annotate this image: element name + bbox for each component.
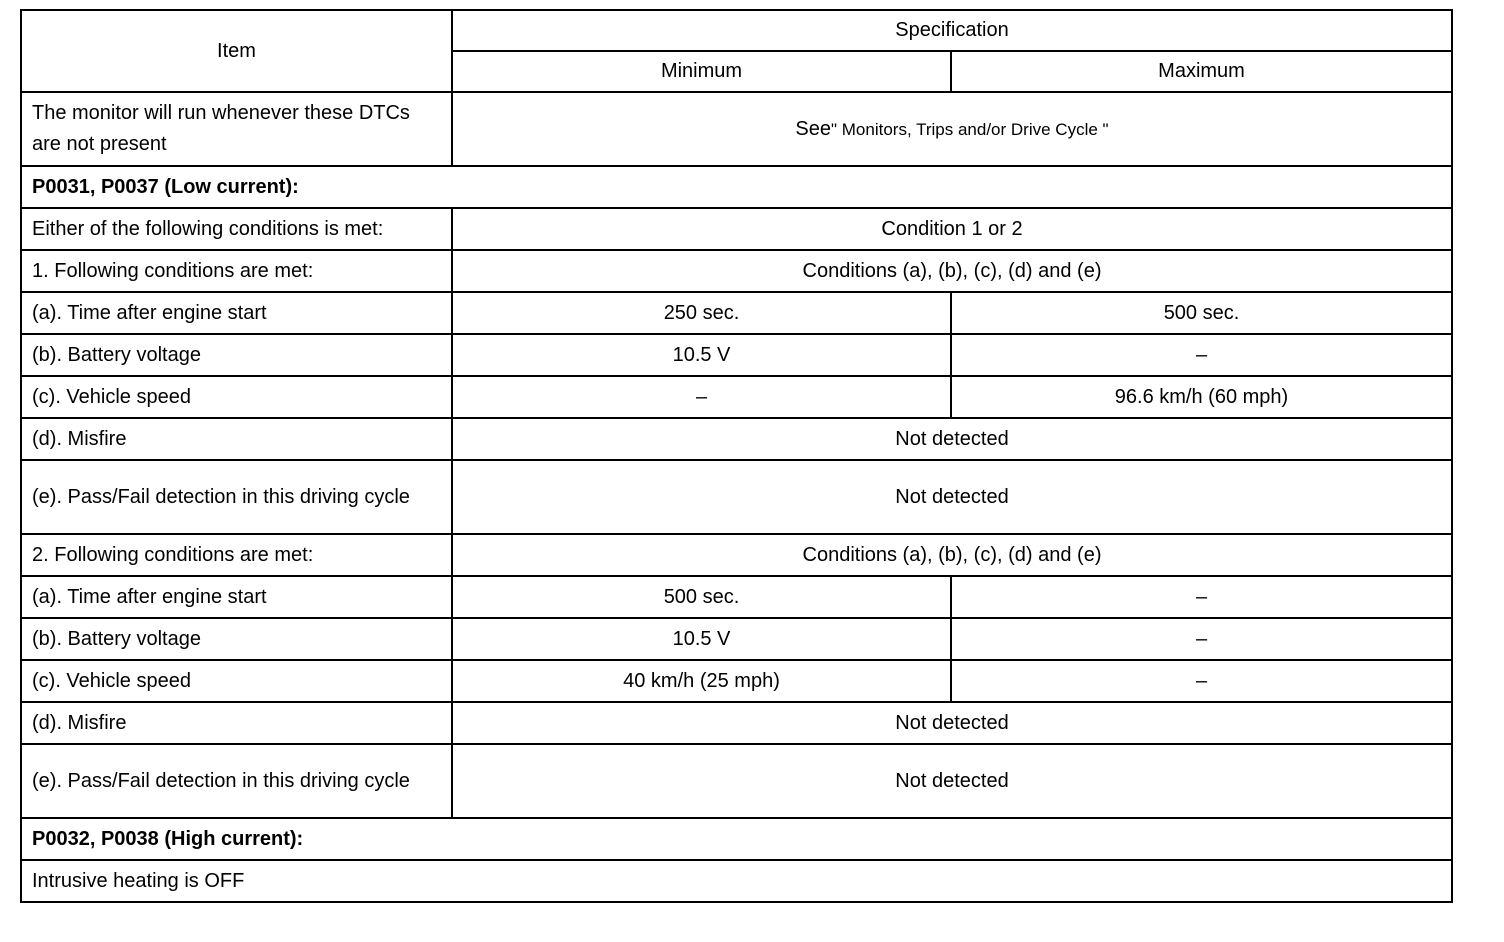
item-cell: (e). Pass/Fail detection in this driving cycle [21, 460, 452, 534]
specification-table [20, 9, 1453, 903]
table-row [21, 376, 1452, 418]
min-cell: 10.5 V [452, 618, 951, 660]
item-cell: (d). Misfire [21, 702, 452, 744]
table-row [21, 92, 1452, 166]
minimum-header: Minimum [452, 51, 951, 92]
value-cell: Not detected [452, 460, 1452, 534]
section-title: P0032, P0038 (High current): [21, 818, 1452, 860]
value-cell: Conditions (a), (b), (c), (d) and (e) [452, 534, 1452, 576]
specification-header: Specification [452, 10, 1452, 51]
table-row [21, 292, 1452, 334]
item-cell: (b). Battery voltage [21, 618, 452, 660]
max-cell: – [951, 576, 1452, 618]
see-prefix: See [795, 117, 832, 140]
table-row [21, 744, 1452, 818]
monitor-see-cell [452, 92, 1452, 166]
table-row [21, 460, 1452, 534]
item-cell: (a). Time after engine start [21, 292, 452, 334]
max-cell: – [951, 334, 1452, 376]
min-cell: 40 km/h (25 mph) [452, 660, 951, 702]
table-row [21, 860, 1452, 902]
item-cell: (b). Battery voltage [21, 334, 452, 376]
min-cell: 10.5 V [452, 334, 951, 376]
item-cell: (c). Vehicle speed [21, 376, 452, 418]
item-cell: (a). Time after engine start [21, 576, 452, 618]
table-row [21, 334, 1452, 376]
see-reference-link[interactable]: " Monitors, Trips and/or Drive Cycle " [831, 119, 1109, 139]
max-cell: – [951, 660, 1452, 702]
value-cell: Not detected [452, 744, 1452, 818]
item-cell: (c). Vehicle speed [21, 660, 452, 702]
table-row [21, 576, 1452, 618]
table-row [21, 250, 1452, 292]
value-cell: Condition 1 or 2 [452, 208, 1452, 250]
section-row-low-current [21, 166, 1452, 208]
min-cell: 500 sec. [452, 576, 951, 618]
value-cell: Conditions (a), (b), (c), (d) and (e) [452, 250, 1452, 292]
item-header: Item [21, 10, 452, 92]
header-row-1 [21, 10, 1452, 51]
maximum-header: Maximum [951, 51, 1452, 92]
max-cell: 96.6 km/h (60 mph) [951, 376, 1452, 418]
min-cell: – [452, 376, 951, 418]
min-cell: 250 sec. [452, 292, 951, 334]
item-cell: (e). Pass/Fail detection in this driving cycle [21, 744, 452, 818]
item-cell: 1. Following conditions are met: [21, 250, 452, 292]
value-cell: Not detected [452, 418, 1452, 460]
max-cell: – [951, 618, 1452, 660]
max-cell: 500 sec. [951, 292, 1452, 334]
value-cell: Not detected [452, 702, 1452, 744]
table-row [21, 660, 1452, 702]
item-cell: Either of the following conditions is met: [21, 208, 452, 250]
table-row [21, 534, 1452, 576]
table-row [21, 418, 1452, 460]
section-row-high-current [21, 818, 1452, 860]
item-cell: (d). Misfire [21, 418, 452, 460]
table-row [21, 702, 1452, 744]
item-cell: 2. Following conditions are met: [21, 534, 452, 576]
section-title: P0031, P0037 (Low current): [21, 166, 1452, 208]
item-cell: Intrusive heating is OFF [21, 860, 1452, 902]
table-row [21, 208, 1452, 250]
table-row [21, 618, 1452, 660]
monitor-item-cell: The monitor will run whenever these DTCs are not present [21, 92, 452, 166]
